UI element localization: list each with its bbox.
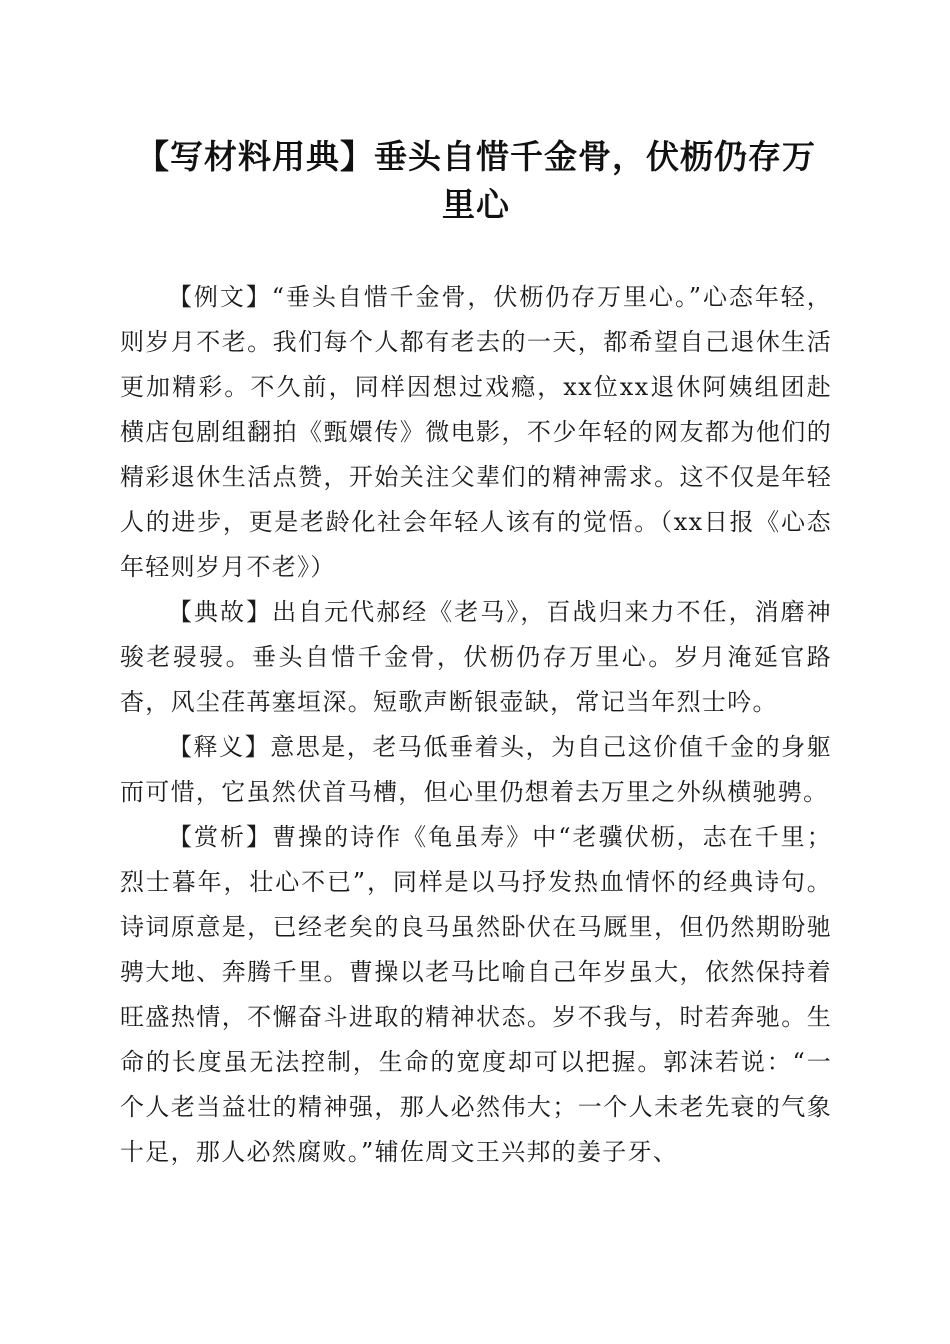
document-title: 【写材料用典】垂头自惜千金骨，伏枥仍存万里心 — [136, 137, 816, 224]
paragraph-interpretation: 【释义】意思是，老马低垂着头，为自己这价值千金的身躯而可惜，它虽然伏首马槽，但心里仍想着去万里之外纵横驰骋。 — [120, 733, 832, 806]
paragraph-allusion: 【典故】出自元代郝经《老马》，百战归来力不任，消磨神骏老骎骎。垂头自惜千金骨，伏枥仍存万里心。岁月淹延官路杳，风尘荏苒塞垣深。短歌声断银壶缺，常记当年烈士吟。 — [120, 598, 832, 716]
document-body — [120, 275, 832, 1175]
paragraph-appreciation: 【赏析】曹操的诗作《龟虽寿》中“老骥伏枥，志在千里；烈士暮年，壮心不已”，同样是以马抒发热血情怀的经典诗句。诗词原意是，已经老矣的良马虽然卧伏在马厩里，但仍然期盼驰骋大地、奔腾千里。曹操以老马比喻自己年岁虽大，依然保持着旺盛热情，不懈奋斗进取的精神状态。岁不我与，时若奔驰。生命的长度虽无法控制，生命的宽度却可以把握。郭沫若说：“一个人老当益壮的精神强，那人必然伟大；一个人未老先衰的气象十足，那人必然腐败。”辅佐周文王兴邦的姜子牙、 — [120, 823, 832, 1166]
paragraph-example: 【例文】“垂头自惜千金骨，伏枥仍存万里心。”心态年轻，则岁月不老。我们每个人都有老去的一天，都希望自己退休生活更加精彩。不久前，同样因想过戏瘾，xx位xx退休阿姨组团赴横店包剧组翻拍《甄嬛传》微电影，不少年轻的网友都为他们的精彩退休生活点赞，开始关注父辈们的精神需求。这不仅是年轻人的进步，更是老龄化社会年轻人该有的觉悟。（xx日报《心态年轻则岁月不老》） — [120, 283, 832, 581]
